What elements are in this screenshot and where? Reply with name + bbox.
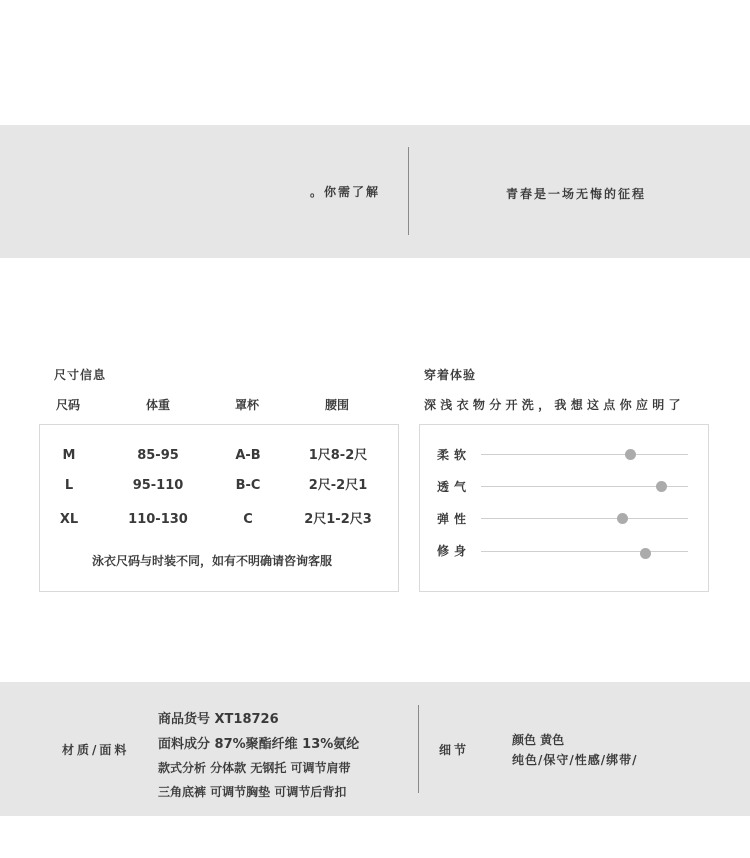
size-header-cup: 罩杯	[234, 398, 259, 412]
cup-cell: B-C	[235, 478, 261, 493]
experience-level-marker	[625, 449, 636, 460]
waist-cell: 1尺8-2尺	[308, 448, 368, 463]
weight-cell: 85-95	[137, 448, 179, 463]
experience-label: 透气	[437, 480, 472, 494]
size-cell: L	[64, 478, 74, 493]
material-label: 材质/面料	[62, 743, 130, 757]
experience-level-marker	[617, 513, 628, 524]
experience-level-marker	[656, 481, 667, 492]
experience-label: 修身	[437, 544, 472, 558]
material-line: 商品货号 XT18726	[158, 712, 279, 727]
top-banner	[0, 125, 750, 258]
weight-cell: 95-110	[132, 478, 184, 493]
size-table	[39, 424, 399, 592]
cup-cell: C	[243, 512, 253, 527]
size-header-weight: 体重	[145, 398, 170, 412]
weight-cell: 110-130	[128, 512, 188, 527]
experience-track	[481, 454, 688, 455]
detail-line: 纯色/保守/性感/绑带/	[512, 753, 638, 767]
material-line: 款式分析 分体款 无钢托 可调节肩带	[158, 761, 351, 775]
size-header-size: 尺码	[55, 398, 80, 412]
size-header-waist: 腰围	[324, 398, 349, 412]
banner-left-text: 。你需了解	[310, 185, 381, 199]
size-note: 泳衣尺码与时装不同，如有不明确请咨询客服	[92, 554, 333, 568]
experience-level-marker	[640, 548, 651, 559]
experience-track	[481, 551, 688, 552]
banner-right-text: 青春是一场无悔的征程	[506, 187, 647, 201]
size-cell: XL	[59, 512, 79, 527]
cup-cell: A-B	[235, 448, 261, 463]
material-line: 面料成分 87%聚酯纤维 13%氨纶	[158, 737, 360, 752]
experience-subtitle: 深浅衣物分开洗，我想这点你应明了	[424, 398, 685, 412]
detail-line: 颜色 黄色	[512, 733, 565, 747]
experience-panel	[419, 424, 709, 592]
size-cell: M	[62, 448, 76, 463]
product-details-banner	[0, 682, 750, 816]
experience-title: 穿着体验	[424, 368, 477, 382]
waist-cell: 2尺-2尺1	[308, 478, 368, 493]
experience-label: 弹性	[437, 512, 472, 526]
waist-cell: 2尺1-2尺3	[304, 512, 372, 527]
material-line: 三角底裤 可调节胸垫 可调节后背扣	[158, 785, 347, 799]
detail-label: 细节	[439, 743, 470, 757]
banner-divider	[408, 147, 409, 235]
experience-track	[481, 518, 688, 519]
experience-label: 柔软	[437, 448, 472, 462]
size-info-title: 尺寸信息	[54, 368, 107, 382]
details-divider	[418, 705, 419, 793]
